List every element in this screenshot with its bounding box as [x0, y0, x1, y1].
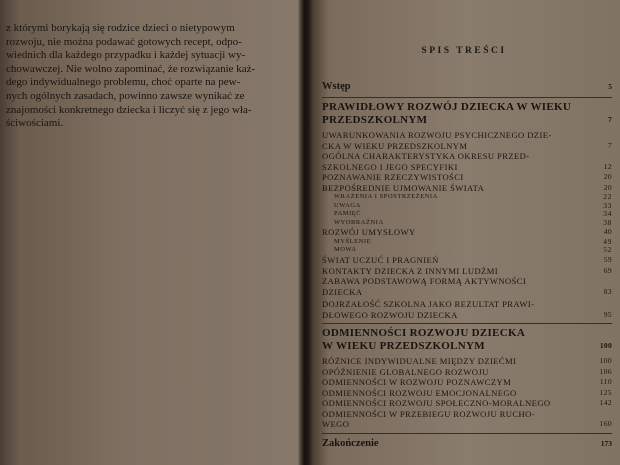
toc-entry — [322, 210, 612, 219]
toc-entry-title: PAMIĘĆ — [334, 210, 362, 218]
toc-entry-title: WEGO — [322, 419, 350, 430]
toc-entry-title: ROZWÓJ UMYSŁOWY — [322, 227, 416, 238]
toc-entry-page: 7 — [607, 140, 612, 150]
divider — [322, 323, 612, 324]
toc-entry — [322, 356, 612, 367]
toc-entry-page: 110 — [599, 377, 612, 387]
toc-entry-page: 59 — [603, 255, 612, 265]
toc-entry — [322, 287, 612, 298]
toc-entry — [322, 419, 612, 430]
toc-entry — [322, 299, 612, 310]
toc-entry-page: 20 — [603, 172, 612, 181]
toc-entry-title: ODMIENNOŚCI W ROZWOJU POZNAWCZYM — [322, 377, 512, 388]
left-page — [0, 0, 302, 465]
toc-entry-page: 5 — [608, 82, 612, 91]
text-line: znajomości konkretnego dziecka i liczyć się z jego wła- — [6, 103, 252, 116]
toc-entry-title: ŚWIAT UCZUĆ I PRAGNIEŃ — [322, 255, 439, 266]
toc-entry — [322, 255, 612, 266]
toc-entry — [322, 130, 612, 141]
toc-entry-title: POZNAWANIE RZECZYWISTOŚCI — [322, 172, 464, 182]
toc-entry-title: CKA W WIEKU PRZEDSZKOLNYM — [322, 140, 468, 151]
toc-title: SPIS TREŚCI — [421, 46, 507, 56]
toc-entry-title: ZABAWA PODSTAWOWĄ FORMĄ AKTYWNOŚCI — [322, 276, 527, 287]
toc-entry-page: 106 — [599, 366, 612, 376]
table-of-contents — [322, 80, 612, 454]
divider — [322, 97, 612, 98]
text-line: ściwościami. — [6, 117, 64, 130]
toc-entry — [322, 238, 612, 247]
toc-entry-title: UWAGA — [334, 201, 361, 209]
text-line: wiednich dla każdego przypadku i każdej sytuacji wy- — [6, 49, 246, 62]
toc-entry-title: DZIECKA — [322, 286, 363, 297]
toc-entry-title: W WIEKU PRZEDSZKOLNYM — [322, 339, 485, 352]
toc-entry-page: 12 — [603, 161, 612, 171]
text-line: rozwoju, nie można podawać gotowych recept, odpo- — [6, 35, 242, 48]
toc-entry — [322, 227, 612, 238]
toc-entry-page: 173 — [600, 438, 612, 448]
toc-entry-title: MOWA — [334, 246, 357, 254]
toc-entry — [322, 80, 612, 94]
toc-entry-page: 49 — [603, 236, 612, 246]
toc-entry — [322, 340, 612, 353]
toc-entry-page: 34 — [603, 209, 612, 219]
toc-entry-title: PRAWIDŁOWY ROZWÓJ DZIECKA W WIEKU — [322, 101, 572, 113]
toc-entry — [322, 437, 612, 451]
toc-entry-title: ODMIENNOŚCI ROZWOJU DZIECKA — [322, 327, 526, 340]
toc-entry-page: 125 — [599, 387, 612, 397]
toc-entry-page: 69 — [603, 265, 612, 275]
toc-entry — [322, 398, 612, 409]
toc-entry — [322, 276, 612, 287]
toc-entry — [322, 246, 612, 255]
text-line: dego indywidualnego problemu, choć oparte na pew- — [6, 76, 241, 89]
toc-entry-title: BEZPOŚREDNIE UJMOWANIE ŚWIATA — [322, 182, 485, 193]
toc-entry-title: MYŚLENIE — [334, 237, 372, 245]
toc-entry-title: KONTAKTY DZIECKA Z INNYMI LUDŹMI — [322, 265, 499, 276]
toc-entry — [322, 183, 612, 194]
toc-entry-title: DŁOWEGO ROZWOJU DZIECKA — [322, 309, 458, 320]
toc-entry-page: 22 — [603, 192, 612, 201]
toc-entry — [322, 193, 612, 202]
right-page — [308, 0, 620, 465]
toc-entry — [322, 377, 612, 388]
toc-entry — [322, 310, 612, 321]
toc-entry — [322, 409, 612, 420]
toc-entry — [322, 388, 612, 399]
toc-entry — [322, 266, 612, 277]
toc-entry-title: ODMIENNOŚCI ROZWOJU SPOŁECZNO-MORALNEGO — [322, 398, 551, 409]
toc-entry — [322, 101, 612, 114]
toc-entry — [322, 162, 612, 173]
toc-entry-title: WRAŻENIA I SPOSTRZEŻENIA — [334, 193, 438, 200]
toc-entry — [322, 367, 612, 378]
toc-entry-title: ODMIENNOŚCI W PRZEBIEGU ROZWOJU RUCHO- — [322, 408, 536, 419]
text-line: chowawczej. Nie wolno zapominać, że rozwiązanie każ- — [6, 62, 256, 75]
toc-entry-page: 95 — [603, 309, 612, 319]
toc-entry-page: 38 — [603, 217, 612, 227]
toc-entry-title: RÓŻNICE INDYWIDUALNE MIĘDZY DZIEĆMI — [322, 356, 517, 367]
toc-entry-title: ODMIENNOŚCI ROZWOJU EMOCJONALNEGO — [322, 387, 517, 398]
text-line: z którymi borykają się rodzice dzieci o nietypowym — [6, 22, 235, 34]
toc-entry — [322, 151, 612, 162]
toc-entry-title: Zakończenie — [322, 437, 379, 449]
toc-entry — [322, 202, 612, 211]
toc-entry-page: 142 — [599, 398, 612, 408]
toc-entry — [322, 219, 612, 228]
divider — [322, 433, 612, 434]
toc-entry-page: 160 — [599, 419, 612, 429]
body-text — [6, 22, 284, 131]
toc-entry-page: 83 — [603, 286, 612, 296]
toc-entry-page: 7 — [607, 114, 612, 124]
toc-entry-page: 20 — [603, 182, 612, 192]
toc-entry-page: 100 — [599, 356, 612, 366]
toc-entry-title: DOJRZAŁOŚĆ SZKOLNA JAKO REZULTAT PRAWI- — [322, 299, 535, 310]
text-line: nych ogólnych zasadach, powinno zawsze wynikać ze — [6, 89, 245, 102]
toc-entry — [322, 327, 612, 340]
toc-entry-title: SZKOLNEGO I JEGO SPECYFIKI — [322, 161, 458, 172]
toc-entry — [322, 172, 612, 183]
toc-entry-page: 33 — [603, 200, 612, 210]
toc-entry-title: PRZEDSZKOLNYM — [322, 113, 428, 126]
toc-entry-title: OGÓLNA CHARAKTERYSTYKA OKRESU PRZED- — [322, 151, 530, 161]
toc-entry-title: UWARUNKOWANIA ROZWOJU PSYCHICZNEGO DZIE- — [322, 130, 552, 140]
toc-entry-page: 52 — [603, 245, 612, 255]
toc-entry-title: WYOBRAŹNIA — [334, 218, 384, 226]
toc-entry-page: 40 — [603, 227, 612, 237]
toc-entry-title: Wstęp — [322, 81, 351, 92]
toc-entry-title: OPÓŹNIENIE GLOBALNEGO ROZWOJU — [322, 366, 489, 377]
toc-entry — [322, 141, 612, 152]
toc-entry-page: 100 — [599, 340, 612, 350]
toc-entry — [322, 114, 612, 127]
